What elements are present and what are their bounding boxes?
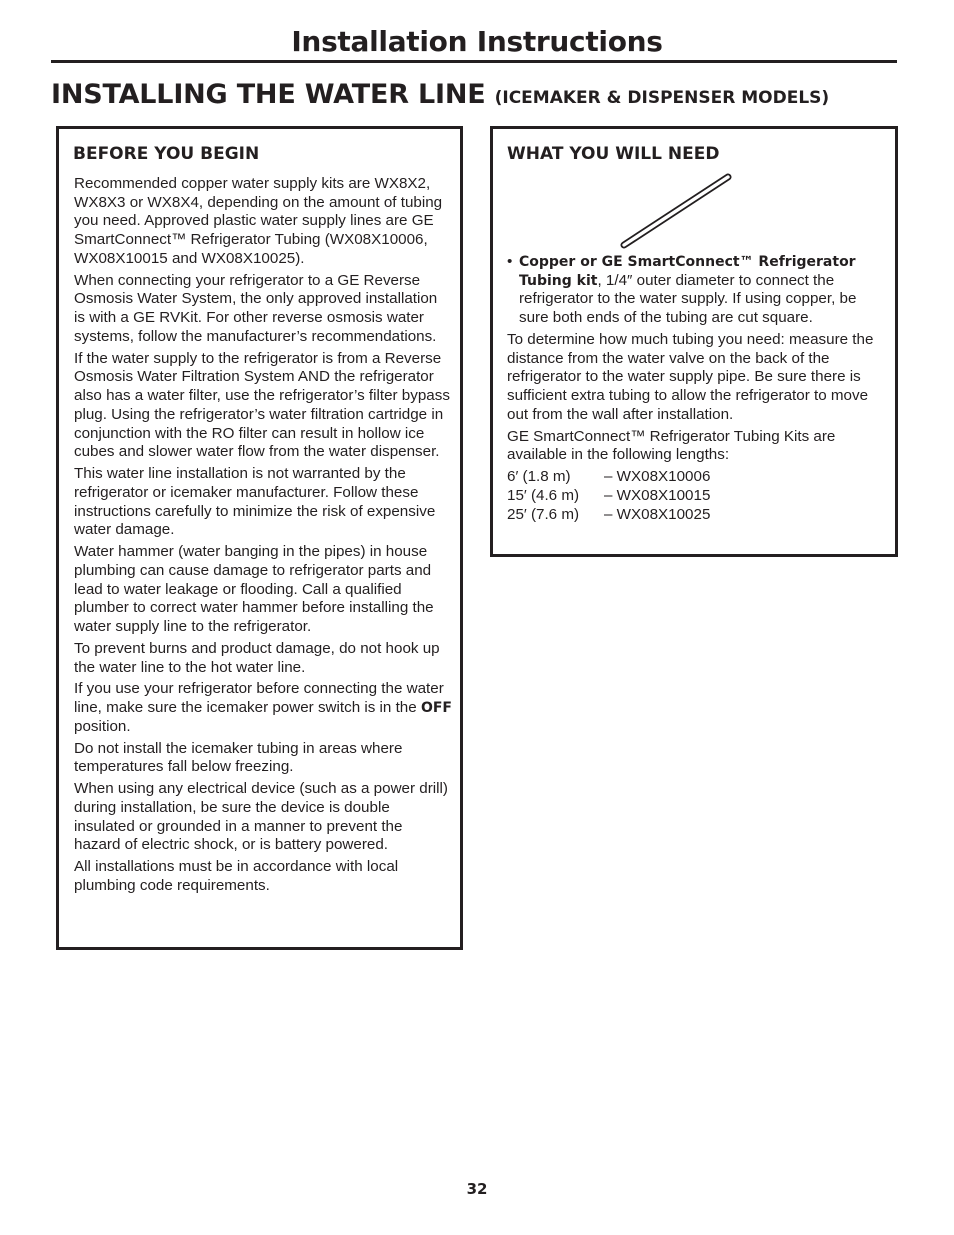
bullet-mark: •	[507, 253, 513, 270]
paragraph-text: position.	[74, 717, 131, 735]
paragraph: If the water supply to the refrigerator is from a Reverse Osmosis Water Filtration System AND the refrigerator also has a water filter, use the refrigerator’s filter bypass plug. Using the refrigerator’s water filtration cartridge in conjunction with the RO filter can result in hollow ice cubes and slower water flow from the water dispenser.	[74, 349, 450, 461]
paragraph: To determine how much tubing you need: measure the distance from the water valve on the back of the refrigerator to the water supply pipe. Be sure there is sufficient extra tubing to allow the refrigerator to move out from the wall after installation.	[507, 331, 874, 423]
tubing-kit-description: , 1/4″ outer diameter to connect the refrigerator to the water supply. If using copper, be sure both ends of the tubing are cut square.	[519, 271, 857, 327]
paragraph: This water line installation is not warranted by the refrigerator or icemaker manufacturer. Follow these instructions carefully to minimize the risk of expensive water damage.	[74, 465, 436, 539]
what-you-will-need-heading: WHAT YOU WILL NEED	[507, 144, 720, 164]
page-number: 32	[466, 1180, 488, 1198]
kit-part: – WX08X10025	[604, 505, 711, 523]
off-label: OFF	[420, 700, 452, 717]
paragraph: GE SmartConnect™ Refrigerator Tubing Kits are available in the following lengths:	[507, 427, 836, 464]
before-you-begin-heading: BEFORE YOU BEGIN	[73, 144, 260, 164]
paragraph: All installations must be in accordance with local plumbing code requirements.	[74, 858, 399, 894]
tubing-kit-name: Copper or GE SmartConnect™ Refrigerator Tubing kit	[519, 254, 856, 289]
kit-length: 15′ (4.6 m)	[507, 487, 580, 504]
kit-part: – WX08X10015	[604, 487, 711, 504]
kit-row	[507, 487, 889, 506]
kit-length: 25′ (7.6 m)	[507, 505, 580, 523]
before-you-begin-text	[74, 175, 452, 899]
kit-list	[507, 468, 889, 524]
before-you-begin-box	[56, 126, 463, 950]
kit-row	[507, 506, 889, 525]
kit-length: 6′ (1.8 m)	[507, 468, 571, 486]
paragraph-text: If you use your refrigerator before connecting the water line, make sure the icemaker power switch is in the	[74, 680, 444, 717]
section-heading	[51, 79, 829, 110]
tubing-illustration	[618, 171, 736, 251]
page-title: Installation Instructions	[291, 25, 663, 58]
section-title: INSTALLING THE WATER LINE	[51, 79, 486, 110]
paragraph: To prevent burns and product damage, do not hook up the water line to the hot water line.	[74, 639, 440, 676]
tubing-kit-bullet	[507, 253, 889, 328]
what-you-will-need-box	[490, 126, 898, 557]
paragraph: Do not install the icemaker tubing in areas where temperatures fall below freezing.	[74, 739, 403, 776]
paragraph	[74, 680, 452, 736]
kit-part: – WX08X10006	[604, 468, 711, 486]
title-rule	[51, 60, 897, 63]
paragraph: When connecting your refrigerator to a GE Reverse Osmosis Water System, the only approved installation is with a GE RVKit. For other reverse osmosis water systems, follow the manufacturer’s recommendations.	[74, 271, 438, 345]
kit-row	[507, 468, 889, 487]
paragraph: When using any electrical device (such as a power drill) during installation, be sure the device is double insulated or grounded in a manner to prevent the hazard of electric shock, or is battery powered.	[74, 780, 448, 854]
section-subtitle: (ICEMAKER & DISPENSER MODELS)	[494, 88, 830, 108]
paragraph: Water hammer (water banging in the pipes) in house plumbing can cause damage to refrigerator parts and lead to water leakage or flooding. Call a qualified plumber to correct water hammer before installing the water supply line to the refrigerator.	[74, 543, 434, 635]
what-you-will-need-text	[507, 253, 889, 524]
paragraph: Recommended copper water supply kits are WX8X2, WX8X3 or WX8X4, depending on the amount of tubing you need. Approved plastic water supply lines are GE SmartConnect™ Refrigerator Tubing (WX08X10006, WX08X10015 and WX08X10025).	[74, 175, 443, 267]
